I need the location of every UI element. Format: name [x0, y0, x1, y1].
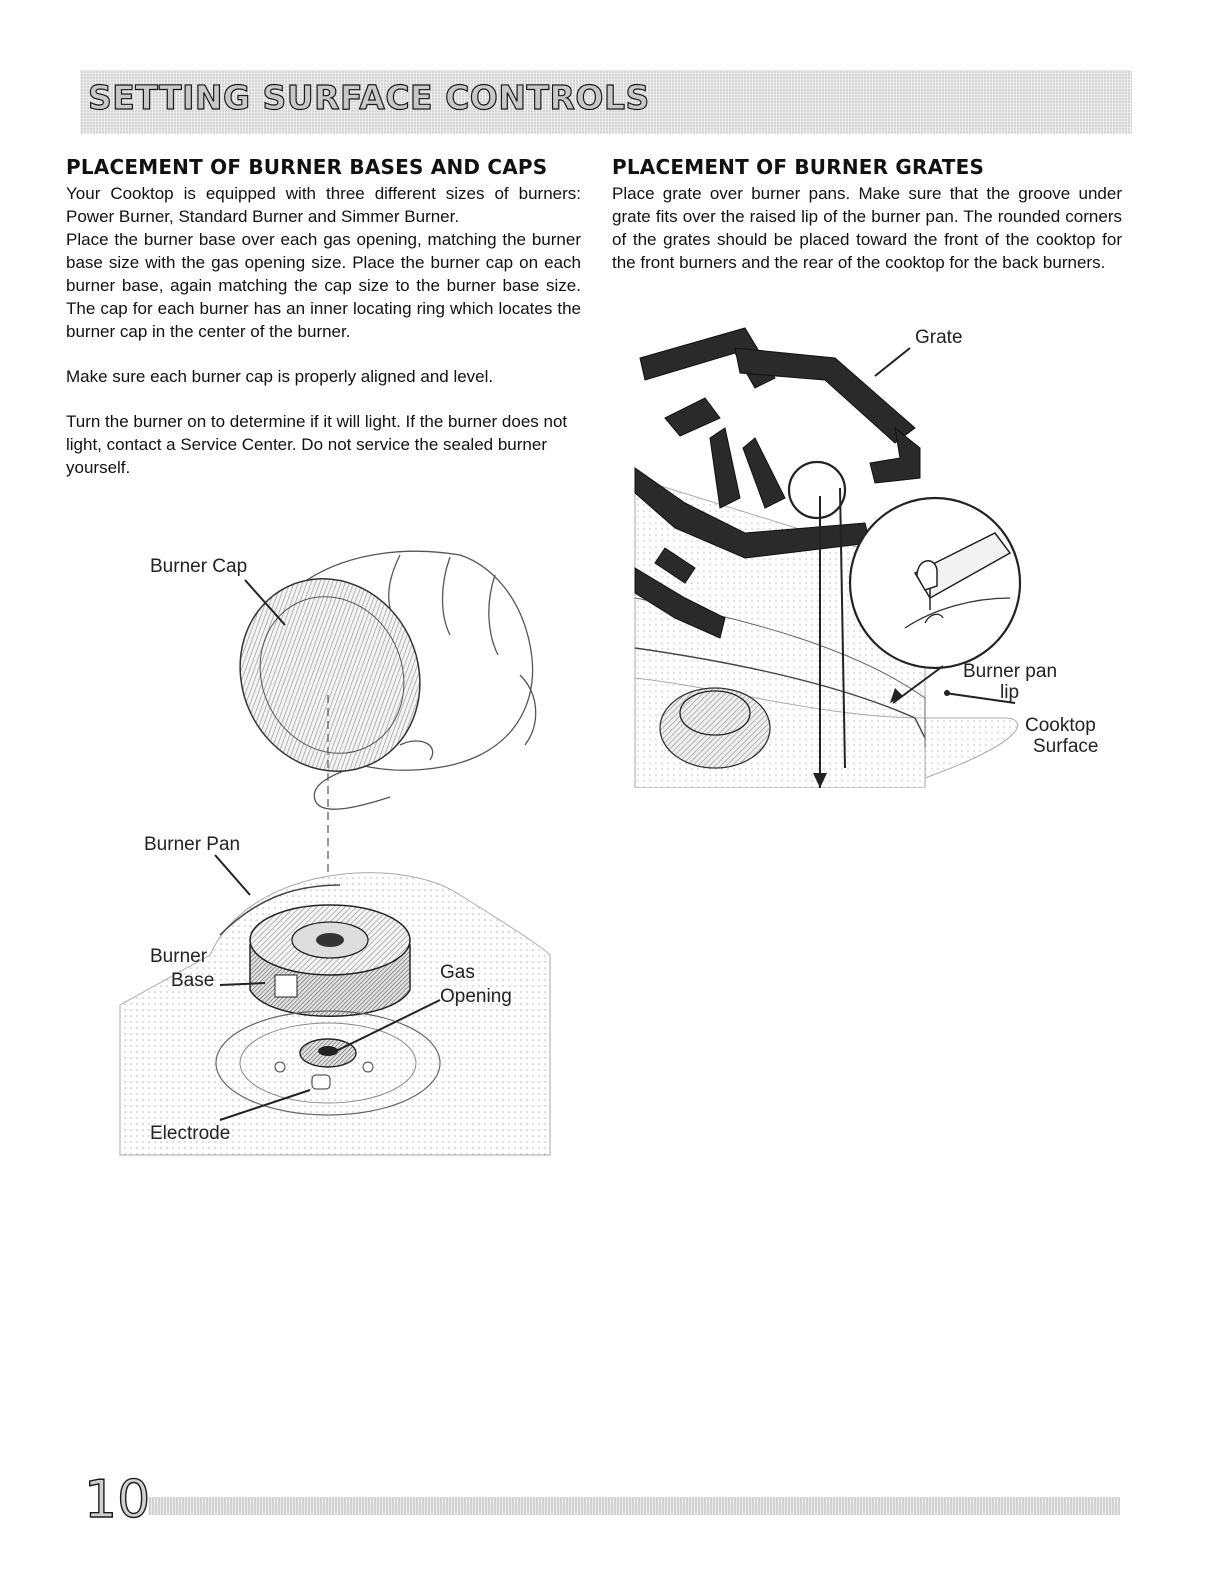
- right-column: [612, 155, 1122, 274]
- callout-marker: [789, 462, 845, 518]
- paragraph-burner-sizes: Your Cooktop is equipped with three different sizes of burners: Power Burner, Standard Burner and Simmer Burner.: [66, 184, 581, 226]
- header-banner: [80, 70, 1132, 134]
- paragraph-alignment: Make sure each burner cap is properly aligned and level.: [66, 367, 494, 386]
- label-gas-opening-line1: Gas: [440, 962, 475, 983]
- burner-assembly-figure: [100, 535, 570, 1165]
- label-burner-pan-lip-line2: lip: [1000, 682, 1020, 703]
- lip-detail-callout: [850, 498, 1020, 668]
- page-title: SETTING SURFACE CONTROLS: [88, 78, 650, 117]
- label-burner-pan-lip-line1: Burner pan: [963, 661, 1058, 682]
- label-burner-cap: Burner Cap: [150, 556, 248, 577]
- page-number: 10: [84, 1470, 151, 1530]
- paragraph-ignition-test: Turn the burner on to determine if it will light. If the burner does not light, contact a Service Center. Do not service the sealed burner yourself.: [66, 412, 568, 477]
- section-heading-burner-grates: PLACEMENT OF BURNER GRATES: [612, 155, 985, 179]
- label-grate: Grate: [915, 327, 963, 348]
- grate-placement-figure: [625, 318, 1115, 788]
- footer-bar: [148, 1497, 1120, 1515]
- label-burner-base-line1: Burner: [150, 946, 208, 967]
- label-burner-pan: Burner Pan: [144, 834, 241, 855]
- label-cooktop-surface-line1: Cooktop: [1025, 715, 1096, 736]
- left-column: [66, 155, 581, 479]
- label-burner-base-line2: Base: [171, 970, 215, 991]
- burner-base-drawing: [250, 905, 410, 1016]
- paragraph-placing-base: Place the burner base over each gas opening, matching the burner base size with the gas opening size. Place the burner cap on each burner base, again matching the cap size to the burner base size. The cap for each burner has an inner locating ring which locates the burner cap in the center of the burner.: [66, 230, 581, 341]
- label-electrode: Electrode: [150, 1123, 231, 1144]
- label-cooktop-surface-line2: Surface: [1033, 736, 1099, 757]
- section-heading-burner-bases: PLACEMENT OF BURNER BASES AND CAPS: [66, 155, 548, 179]
- paragraph-grate-placement: Place grate over burner pans. Make sure that the groove under grate fits over the raised lip of the burner pan. The rounded corners of the grates should be placed toward the front of the cooktop for the front burners and the rear of the cooktop for the back burners.: [612, 184, 1122, 272]
- burner-drawing: [660, 688, 770, 768]
- label-gas-opening-line2: Opening: [440, 986, 512, 1007]
- burner-cap-drawing: [209, 549, 451, 801]
